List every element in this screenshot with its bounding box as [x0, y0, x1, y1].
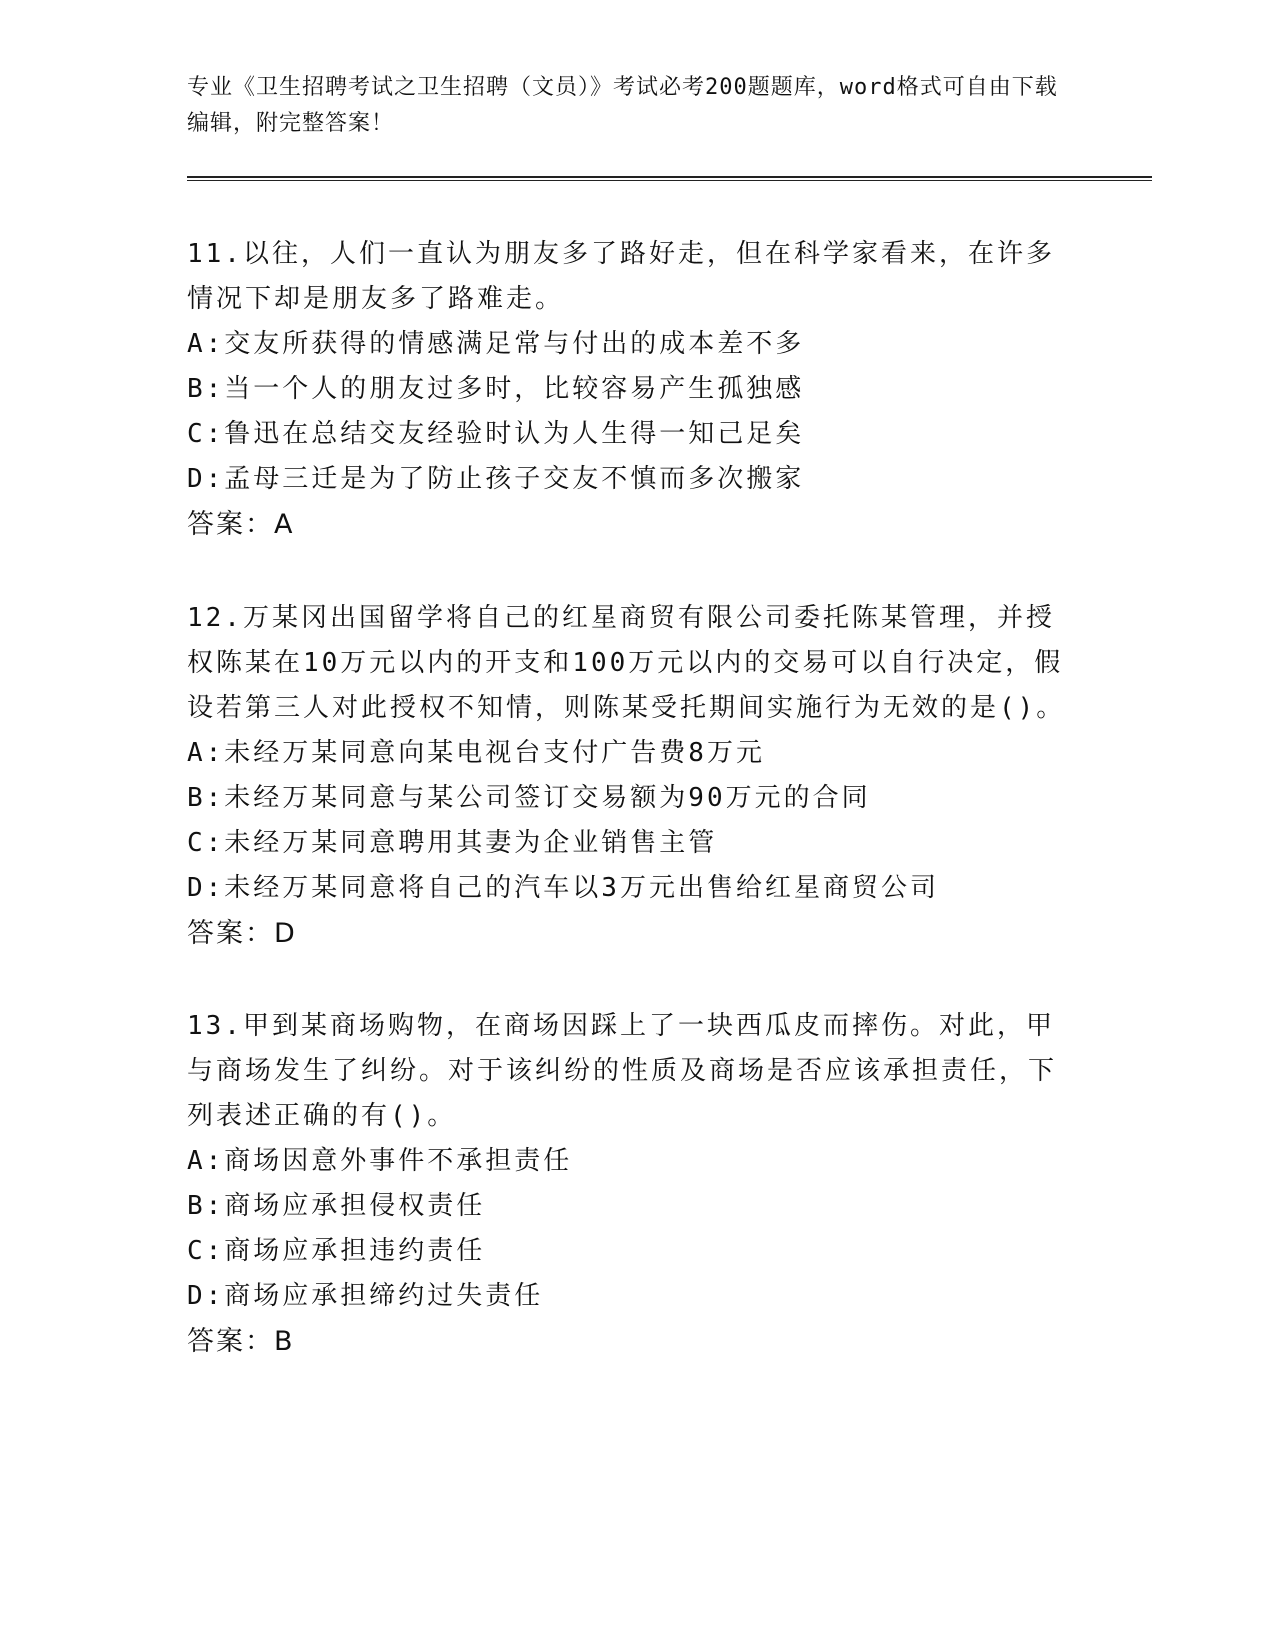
- answer-line: 答案：D: [187, 918, 297, 949]
- option-b: B:商场应承担侵权责任: [187, 1191, 486, 1221]
- option-d: D:未经万某同意将自己的汽车以3万元出售给红星商贸公司: [187, 873, 939, 903]
- header-divider: [187, 176, 1152, 181]
- option-a: A:未经万某同意向某电视台支付广告费8万元: [187, 738, 765, 768]
- answer-line: 答案：A: [187, 509, 295, 540]
- answer-line: 答案：B: [187, 1326, 295, 1357]
- option-c: C:商场应承担违约责任: [187, 1236, 486, 1266]
- option-d: D:孟母三迁是为了防止孩子交友不慎而多次搬家: [187, 464, 805, 494]
- question-13: [187, 1004, 1067, 1364]
- question-stem: 11.以往，人们一直认为朋友多了路好走，但在科学家看来，在许多情况下却是朋友多了路难走。: [187, 239, 1055, 314]
- option-b: B:未经万某同意与某公司签订交易额为90万元的合同: [187, 783, 871, 813]
- question-stem: 13.甲到某商场购物，在商场因踩上了一块西瓜皮而摔伤。对此，甲与商场发生了纠纷。对于该纠纷的性质及商场是否应该承担责任，下列表述正确的有()。: [187, 1011, 1058, 1131]
- option-c: C:未经万某同意聘用其妻为企业销售主管: [187, 828, 718, 858]
- option-a: A:商场因意外事件不承担责任: [187, 1146, 573, 1176]
- document-header: 专业《卫生招聘考试之卫生招聘（文员）》考试必考200题题库，word格式可自由下载编辑，附完整答案！: [187, 75, 1058, 136]
- question-12: [187, 596, 1067, 956]
- option-d: D:商场应承担缔约过失责任: [187, 1281, 544, 1311]
- option-a: A:交友所获得的情感满足常与付出的成本差不多: [187, 329, 805, 359]
- option-c: C:鲁迅在总结交友经验时认为人生得一知己足矣: [187, 419, 805, 449]
- option-b: B:当一个人的朋友过多时，比较容易产生孤独感: [187, 374, 805, 404]
- question-11: [187, 232, 1067, 547]
- question-stem: 12.万某冈出国留学将自己的红星商贸有限公司委托陈某管理，并授权陈某在10万元以内的开支和100万元以内的交易可以自行决定，假设若第三人对此授权不知情，则陈某受托期间实施行为无效的是()。: [187, 603, 1066, 723]
